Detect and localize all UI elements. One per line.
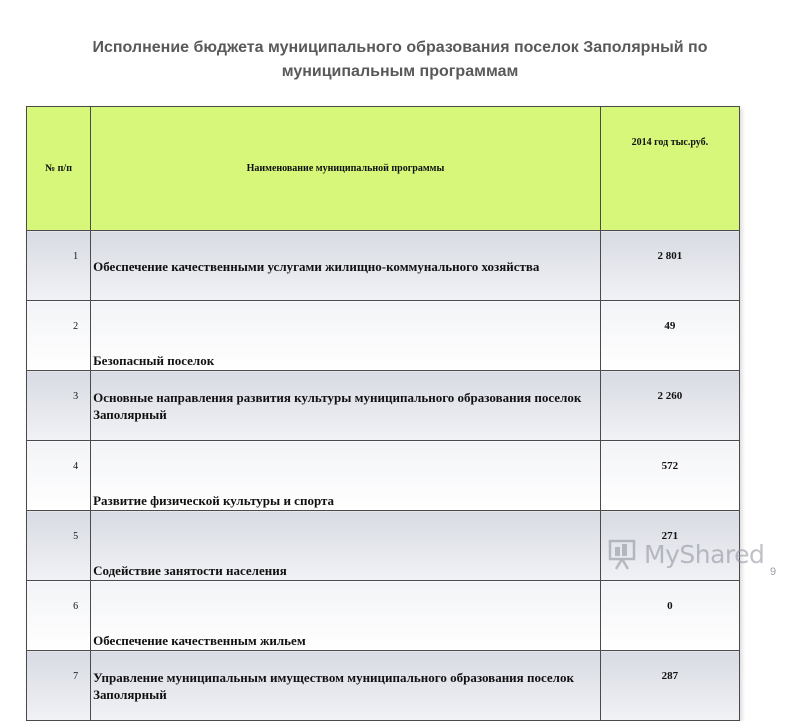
table-row	[27, 651, 740, 721]
watermark	[608, 534, 768, 574]
row-num-text: 5	[73, 531, 79, 542]
row-num-text: 3	[73, 391, 79, 402]
row-num	[27, 371, 91, 441]
row-num-text: 1	[73, 251, 79, 262]
header-value: 2014 год тыс.руб.	[600, 107, 739, 231]
row-value: 2 801	[600, 231, 739, 301]
row-value: 49	[600, 301, 739, 371]
row-name: Безопасный поселок	[91, 301, 601, 371]
row-num-text: 2	[73, 321, 79, 332]
page-number: 9	[770, 566, 777, 578]
table-header-row	[27, 107, 740, 231]
row-name: Развитие физической культуры и спорта	[91, 441, 601, 511]
table-row	[27, 301, 740, 371]
row-num-text: 4	[73, 461, 79, 472]
header-name: Наименование муниципальной программы	[91, 107, 601, 231]
row-num	[27, 301, 91, 371]
row-name: Обеспечение качественным жильем	[91, 581, 601, 651]
row-value: 271	[600, 511, 739, 581]
row-num-text: 6	[73, 601, 79, 612]
slide-title: Исполнение бюджета муниципального образования поселок Заполярный по муниципальным программам	[92, 39, 708, 80]
row-name: Основные направления развития культуры муниципального образования поселок Заполярный	[91, 371, 601, 441]
presentation-board-icon	[608, 538, 638, 570]
watermark-text: MyShared	[644, 539, 765, 569]
row-name: Управление муниципальным имуществом муниципального образования поселок Заполярный	[91, 651, 601, 721]
row-value: 2 260	[600, 371, 739, 441]
row-value: 572	[600, 441, 739, 511]
table-row	[27, 581, 740, 651]
table-row	[27, 441, 740, 511]
row-num	[27, 441, 91, 511]
row-num	[27, 231, 91, 301]
row-value: 0	[600, 581, 739, 651]
header-num: № п/п	[27, 107, 91, 231]
row-num	[27, 511, 91, 581]
row-value: 287	[600, 651, 739, 721]
budget-table	[26, 106, 740, 721]
row-num	[27, 581, 91, 651]
table-row	[27, 371, 740, 441]
table-row	[27, 231, 740, 301]
row-name: Содействие занятости населения	[91, 511, 601, 581]
row-num	[27, 651, 91, 721]
row-name: Обеспечение качественными услугами жилищно-коммунального хозяйства	[91, 231, 601, 301]
row-num-text: 7	[73, 671, 79, 682]
